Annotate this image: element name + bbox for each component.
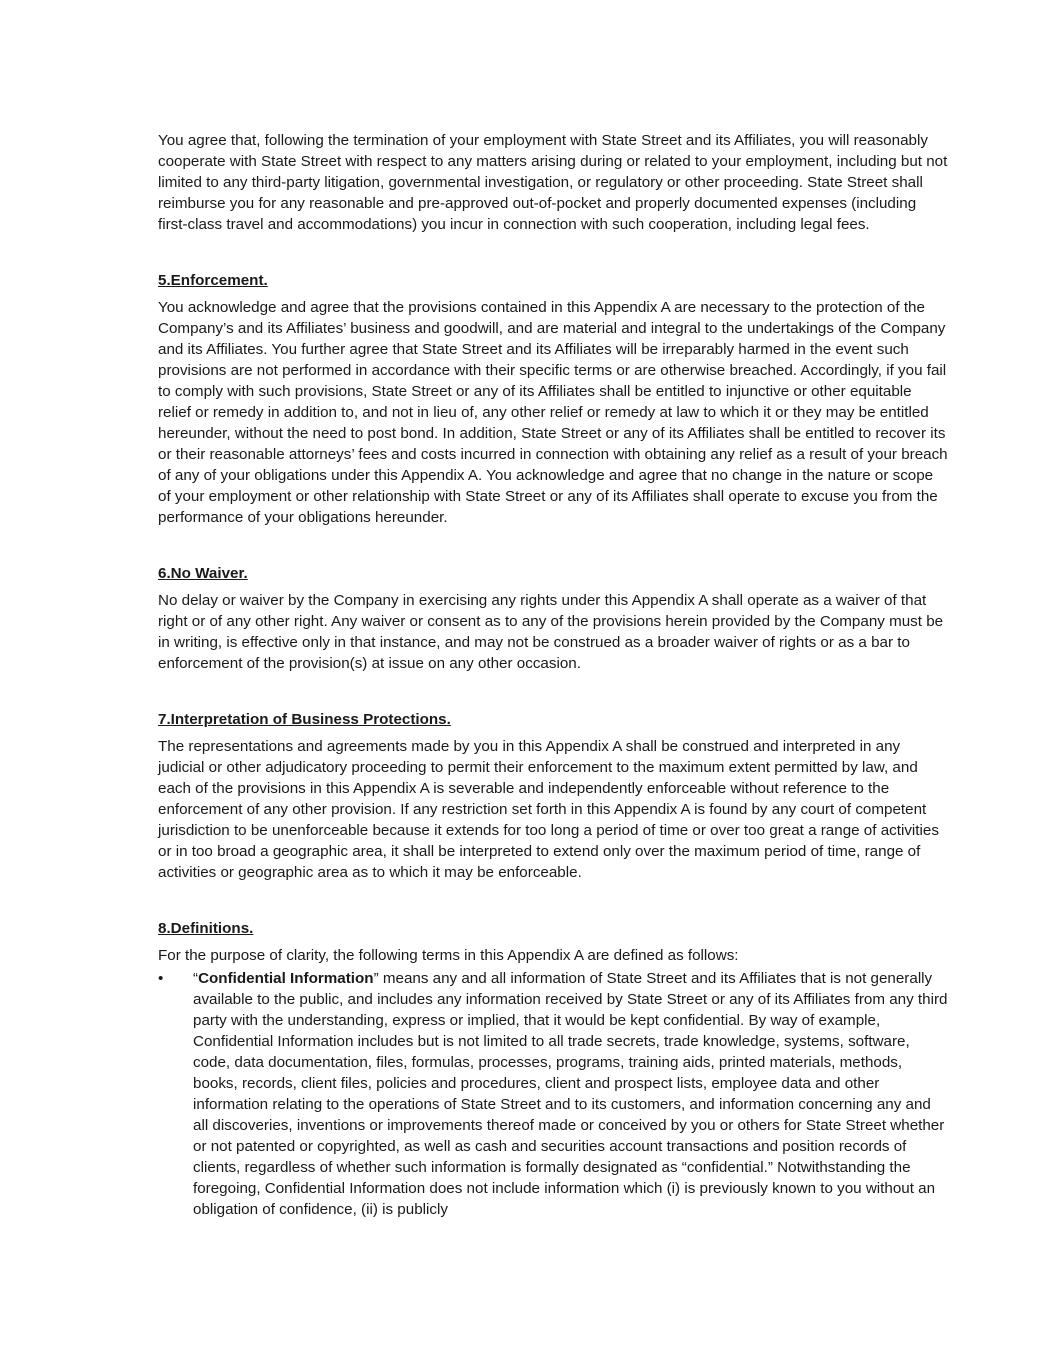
document-page xyxy=(158,130,948,1220)
section-title: Definitions. xyxy=(170,920,254,937)
section-heading xyxy=(158,563,948,584)
bullet-icon: • xyxy=(158,970,164,987)
section-no-waiver xyxy=(158,563,948,674)
section-body: You acknowledge and agree that the provisions contained in this Appendix A are necessary to the protection of the Company’s and its Affiliates’ business and goodwill, and are material and integral to the undertakings of the Company and its Affiliates. You further agree that State Street and its Affiliates will be irreparably harmed in the event such provisions are not performed in accordance with their specific terms or are otherwise breached. Accordingly, if you fail to comply with such provisions, State Street or any of its Affiliates shall be entitled to injunctive or other equitable relief or remedy in addition to, and not in lieu of, any other relief or remedy at law to which it or they may be entitled hereunder, without the need to post bond. In addition, State Street or any of its Affiliates shall be entitled to recover its or their reasonable attorneys’ fees and costs incurred in connection with obtaining any relief as a result of your breach of any of your obligations under this Appendix A. You acknowledge and agree that no change in the nature or scope of your employment or other relationship with State Street or any of its Affiliates shall operate to excuse you from the performance of your obligations hereunder. xyxy=(158,299,948,526)
definition-text xyxy=(193,968,948,1220)
section-body: The representations and agreements made by you in this Appendix A shall be construed and interpreted in any judicial or other adjudicatory proceeding to permit their enforcement to the maximum extent permitted by law, and each of the provisions in this Appendix A is severable and independently enforceable without reference to the enforcement of any other provision. If any restriction set forth in this Appendix A is found by any court of competent jurisdiction to be unenforceable because it extends for too long a period of time or over too great a range of activities or in too broad a geographic area, it shall be interpreted to extend only over the maximum period of time, range of activities or geographic area as to which it may be enforceable. xyxy=(158,738,939,881)
section-title: No Waiver. xyxy=(170,565,248,582)
section-number: 7. xyxy=(158,711,171,728)
section-heading xyxy=(158,709,948,730)
definition-body: ” means any and all information of State Street and its Affiliates that is not generally available to the public, and includes any information received by State Street or any of its Affiliates from any third party with the understanding, express or implied, that it would be kept confidential. By way of example, Confidential Information includes but is not limited to all trade secrets, trade knowledge, systems, software, code, data documentation, files, formulas, processes, programs, training aids, printed materials, methods, books, records, client files, policies and procedures, client and prospect lists, employee data and other information relating to the operations of State Street and to its customers, and information concerning any and all discoveries, inventions or improvements thereof made or conceived by you or others for State Street whether or not patented or copyrighted, as well as cash and securities account transactions and position records of clients, regardless of whether such information is formally designated as “confidential.” Notwithstanding the foregoing, Confidential Information does not include information which (i) is previously known to you without an obligation of confidence, (ii) is publicly xyxy=(193,970,948,1218)
section-definitions xyxy=(158,918,948,1220)
section-interpretation xyxy=(158,709,948,883)
section-heading xyxy=(158,918,948,939)
section-number: 5. xyxy=(158,272,171,289)
section-number: 8. xyxy=(158,920,171,937)
section-heading xyxy=(158,270,948,291)
intro-paragraph: You agree that, following the termination of your employment with State Street and its Affiliates, you will reasonably cooperate with State Street with respect to any matters arising during or related to your employment, including but not limited to any third-party litigation, governmental investigation, or regulatory or other proceeding. State Street shall reimburse you for any reasonable and pre-approved out-of-pocket and properly documented expenses (including first-class travel and accommodations) you incur in connection with such cooperation, including legal fees. xyxy=(158,132,948,233)
section-number: 6. xyxy=(158,565,171,582)
definition-term: Confidential Information xyxy=(198,970,374,987)
section-title: Enforcement. xyxy=(170,272,268,289)
definition-item xyxy=(158,968,948,1220)
section-enforcement xyxy=(158,270,948,528)
section-body: No delay or waiver by the Company in exercising any rights under this Appendix A shall operate as a waiver of that right or of any other right. Any waiver or consent as to any of the provisions herein provided by the Company must be in writing, is effective only in that instance, and may not be construed as a broader waiver of rights or as a bar to enforcement of the provision(s) at issue on any other occasion. xyxy=(158,592,944,672)
section-title: Interpretation of Business Protections. xyxy=(170,711,451,728)
open-quote: “ xyxy=(193,970,199,987)
definitions-intro: For the purpose of clarity, the following terms in this Appendix A are defined as follows: xyxy=(158,947,739,964)
